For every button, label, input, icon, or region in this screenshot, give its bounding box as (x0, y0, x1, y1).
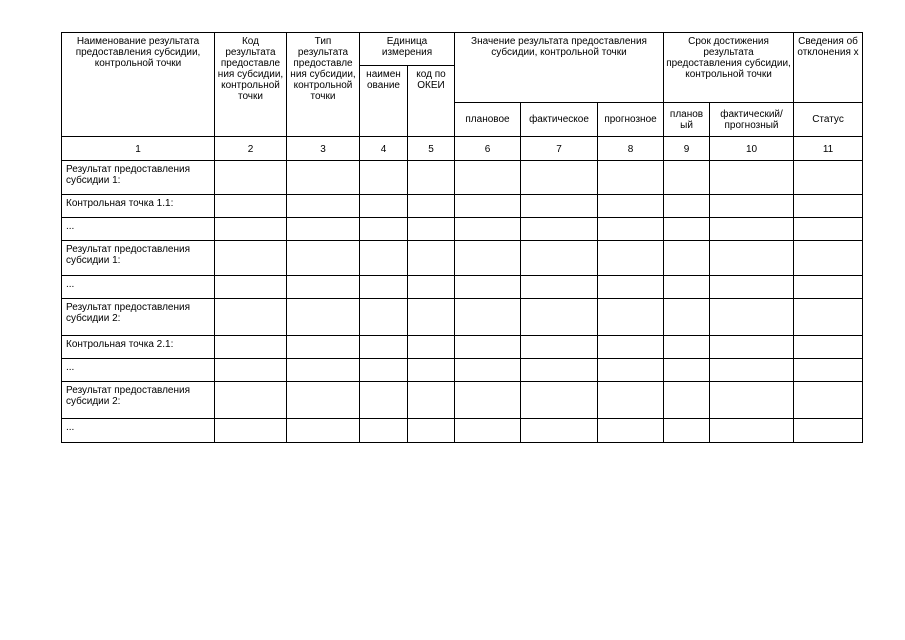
empty-cell (215, 161, 287, 195)
empty-cell (521, 218, 598, 241)
empty-cell (215, 195, 287, 218)
header-value-actual: фактическое (521, 103, 598, 137)
empty-cell (664, 195, 710, 218)
empty-cell (710, 195, 794, 218)
empty-cell (455, 276, 521, 299)
empty-cell (287, 382, 360, 419)
table-row (62, 218, 863, 241)
header-code: Код результата предоставле ния субсидии, контрольной точки (215, 33, 287, 137)
empty-cell (521, 195, 598, 218)
table-row (62, 419, 863, 443)
column-number-row (62, 137, 863, 161)
empty-cell (408, 218, 455, 241)
column-number: 11 (794, 137, 863, 161)
empty-cell (794, 161, 863, 195)
empty-cell (455, 336, 521, 359)
empty-cell (598, 419, 664, 443)
empty-cell (598, 218, 664, 241)
empty-cell (215, 241, 287, 276)
column-number: 10 (710, 137, 794, 161)
column-number: 6 (455, 137, 521, 161)
empty-cell (455, 382, 521, 419)
table-row (62, 241, 863, 276)
empty-cell (287, 218, 360, 241)
empty-cell (664, 276, 710, 299)
table-row (62, 161, 863, 195)
empty-cell (455, 359, 521, 382)
empty-cell (710, 241, 794, 276)
empty-cell (521, 419, 598, 443)
empty-cell (794, 276, 863, 299)
header-type: Тип результата предоставле ния субсидии, контрольной точки (287, 33, 360, 137)
column-number: 2 (215, 137, 287, 161)
empty-cell (598, 161, 664, 195)
empty-cell (710, 336, 794, 359)
empty-cell (710, 359, 794, 382)
empty-cell (360, 241, 408, 276)
empty-cell (598, 195, 664, 218)
empty-cell (215, 276, 287, 299)
results-table (61, 32, 863, 443)
empty-cell (710, 299, 794, 336)
row-label: ... (62, 419, 215, 443)
empty-cell (455, 161, 521, 195)
header-unit-okei: код по ОКЕИ (408, 66, 455, 137)
empty-cell (287, 419, 360, 443)
empty-cell (287, 359, 360, 382)
empty-cell (521, 161, 598, 195)
empty-cell (710, 276, 794, 299)
empty-cell (215, 382, 287, 419)
header-unit-group: Единица измерения (360, 33, 455, 66)
row-label: Результат предоставления субсидии 2: (62, 382, 215, 419)
row-label: Результат предоставления субсидии 1: (62, 161, 215, 195)
empty-cell (598, 359, 664, 382)
empty-cell (408, 336, 455, 359)
empty-cell (664, 359, 710, 382)
empty-cell (664, 161, 710, 195)
empty-cell (710, 218, 794, 241)
empty-cell (710, 161, 794, 195)
column-number: 9 (664, 137, 710, 161)
empty-cell (664, 299, 710, 336)
empty-cell (664, 241, 710, 276)
table-row (62, 299, 863, 336)
empty-cell (408, 299, 455, 336)
empty-cell (521, 276, 598, 299)
empty-cell (360, 336, 408, 359)
row-label: ... (62, 276, 215, 299)
empty-cell (408, 382, 455, 419)
empty-cell (710, 382, 794, 419)
header-row-1 (62, 33, 863, 66)
empty-cell (521, 299, 598, 336)
empty-cell (598, 336, 664, 359)
table-row (62, 195, 863, 218)
empty-cell (521, 382, 598, 419)
header-deviation-group: Сведения об отклонения х (794, 33, 863, 103)
header-value-planned: плановое (455, 103, 521, 137)
row-label: Результат предоставления субсидии 2: (62, 299, 215, 336)
empty-cell (664, 419, 710, 443)
column-number: 1 (62, 137, 215, 161)
row-label: Результат предоставления субсидии 1: (62, 241, 215, 276)
row-label: ... (62, 359, 215, 382)
header-deviation-status: Статус (794, 103, 863, 137)
empty-cell (598, 241, 664, 276)
header-value-group: Значение результата предоставления субсидии, контрольной точки (455, 33, 664, 103)
empty-cell (215, 218, 287, 241)
empty-cell (287, 241, 360, 276)
empty-cell (598, 276, 664, 299)
empty-cell (360, 359, 408, 382)
empty-cell (794, 382, 863, 419)
empty-cell (408, 276, 455, 299)
empty-cell (455, 195, 521, 218)
header-unit-name: наимен ование (360, 66, 408, 137)
empty-cell (794, 336, 863, 359)
empty-cell (287, 336, 360, 359)
empty-cell (598, 299, 664, 336)
empty-cell (455, 241, 521, 276)
column-number: 8 (598, 137, 664, 161)
table-row (62, 382, 863, 419)
empty-cell (794, 359, 863, 382)
column-number: 7 (521, 137, 598, 161)
empty-cell (408, 195, 455, 218)
empty-cell (360, 218, 408, 241)
empty-cell (360, 299, 408, 336)
header-deadline-planned: планов ый (664, 103, 710, 137)
header-deadline-group: Срок достижения результата предоставления субсидии, контрольной точки (664, 33, 794, 103)
empty-cell (360, 276, 408, 299)
column-number: 3 (287, 137, 360, 161)
column-number: 4 (360, 137, 408, 161)
table-row (62, 276, 863, 299)
empty-cell (664, 382, 710, 419)
empty-cell (710, 419, 794, 443)
table-row (62, 336, 863, 359)
column-number: 5 (408, 137, 455, 161)
empty-cell (455, 299, 521, 336)
empty-cell (794, 195, 863, 218)
empty-cell (794, 241, 863, 276)
empty-cell (287, 195, 360, 218)
table-row (62, 359, 863, 382)
empty-cell (408, 161, 455, 195)
empty-cell (521, 241, 598, 276)
empty-cell (408, 359, 455, 382)
header-value-forecast: прогнозное (598, 103, 664, 137)
empty-cell (521, 336, 598, 359)
empty-cell (794, 419, 863, 443)
empty-cell (408, 419, 455, 443)
empty-cell (215, 359, 287, 382)
empty-cell (794, 218, 863, 241)
empty-cell (215, 299, 287, 336)
row-label: Контрольная точка 2.1: (62, 336, 215, 359)
empty-cell (287, 276, 360, 299)
empty-cell (287, 161, 360, 195)
empty-cell (664, 336, 710, 359)
empty-cell (287, 299, 360, 336)
empty-cell (455, 218, 521, 241)
row-label: Контрольная точка 1.1: (62, 195, 215, 218)
header-deadline-actual: фактический/ прогнозный (710, 103, 794, 137)
empty-cell (664, 218, 710, 241)
empty-cell (360, 419, 408, 443)
empty-cell (455, 419, 521, 443)
empty-cell (360, 195, 408, 218)
empty-cell (408, 241, 455, 276)
empty-cell (360, 161, 408, 195)
empty-cell (521, 359, 598, 382)
empty-cell (215, 419, 287, 443)
empty-cell (360, 382, 408, 419)
header-name: Наименование результата предоставления субсидии, контрольной точки (62, 33, 215, 137)
empty-cell (598, 382, 664, 419)
empty-cell (794, 299, 863, 336)
row-label: ... (62, 218, 215, 241)
empty-cell (215, 336, 287, 359)
